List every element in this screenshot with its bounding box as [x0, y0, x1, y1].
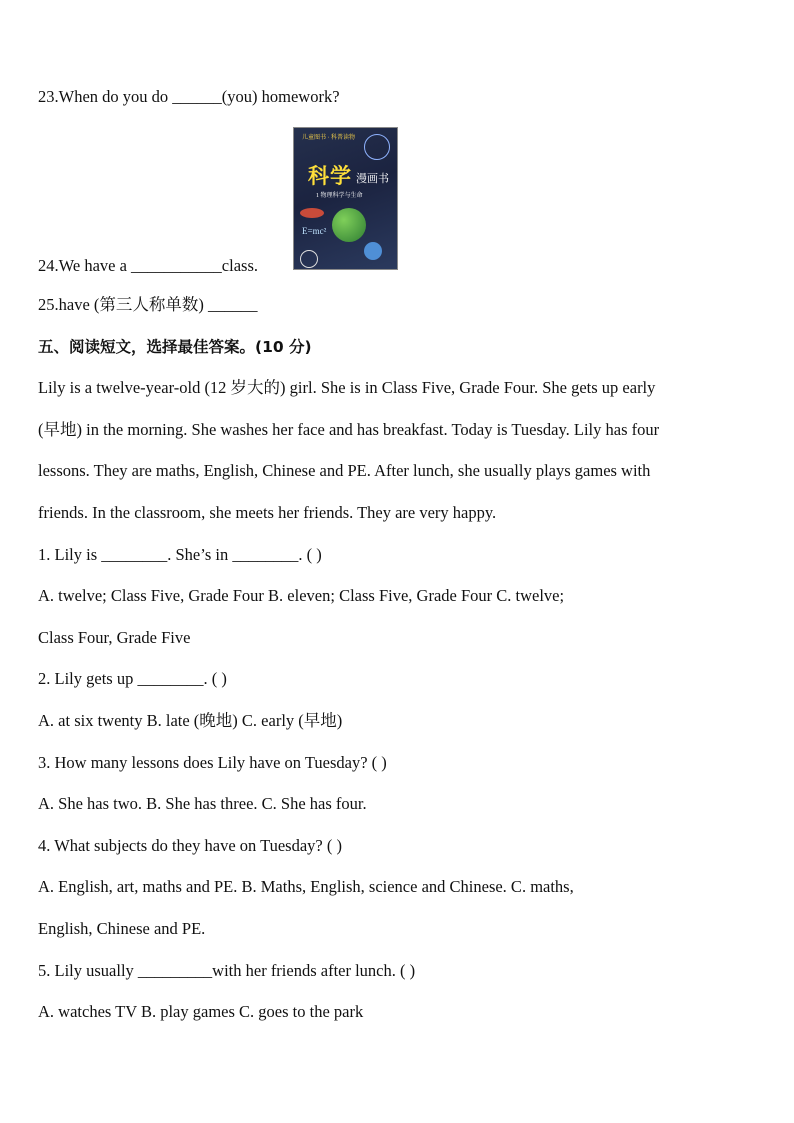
q5-stem: 5. Lily usually _________with her friends after lunch. ( ) — [38, 961, 416, 980]
question-23: 23.When do you do ______(you) homework? — [38, 87, 340, 106]
earth-illustration — [364, 242, 382, 260]
q1-options-cont: Class Four, Grade Five — [38, 628, 191, 647]
atom-icon — [364, 134, 390, 160]
passage-line: (早地) in the morning. She washes her face and has breakfast. Today is Tuesday. Lily has four — [38, 420, 660, 439]
q2-options: A. at six twenty B. late (晚地) C. early (早地) — [38, 711, 343, 730]
q2-stem: 2. Lily gets up ________. ( ) — [38, 669, 227, 688]
passage-line: friends. In the classroom, she meets her friends. They are very happy. — [38, 503, 497, 522]
q4-options-cont: English, Chinese and PE. — [38, 919, 206, 938]
book-formula: E=mc² — [302, 226, 327, 236]
q3-options: A. She has two. B. She has three. C. She has four. — [38, 794, 367, 813]
passage-line: lessons. They are maths, English, Chinese and PE. After lunch, she usually plays games with — [38, 461, 651, 480]
ufo-illustration — [300, 208, 324, 218]
q5-options: A. watches TV B. play games C. goes to the park — [38, 1002, 364, 1021]
book-title: 科学 — [308, 164, 352, 188]
book-title-small: 漫画书 — [356, 172, 389, 185]
book-subtitle: 1 物理科学与生命 — [316, 193, 363, 199]
science-comic-book-cover-image — [293, 127, 398, 270]
passage-line: Lily is a twelve-year-old (12 岁大的) girl. She is in Class Five, Grade Four. She gets up early — [38, 378, 656, 397]
q4-options: A. English, art, maths and PE. B. Maths, English, science and Chinese. C. maths, — [38, 877, 574, 896]
question-24: 24.We have a ___________class. — [38, 256, 258, 275]
publisher-logo-icon — [300, 250, 318, 268]
q3-stem: 3. How many lessons does Lily have on Tuesday? ( ) — [38, 753, 387, 772]
q1-options: A. twelve; Class Five, Grade Four B. eleven; Class Five, Grade Four C. twelve; — [38, 586, 565, 605]
question-25: 25.have (第三人称单数) ______ — [38, 295, 258, 314]
q1-stem: 1. Lily is ________. She’s in ________. ( ) — [38, 545, 322, 564]
q4-stem: 4. What subjects do they have on Tuesday? ( ) — [38, 836, 342, 855]
section-5-heading: 五、阅读短文，选择最佳答案。(10 分) — [38, 338, 312, 356]
book-top-text: 儿童图书 · 科普读物 — [302, 135, 355, 141]
planet-illustration — [332, 208, 366, 242]
